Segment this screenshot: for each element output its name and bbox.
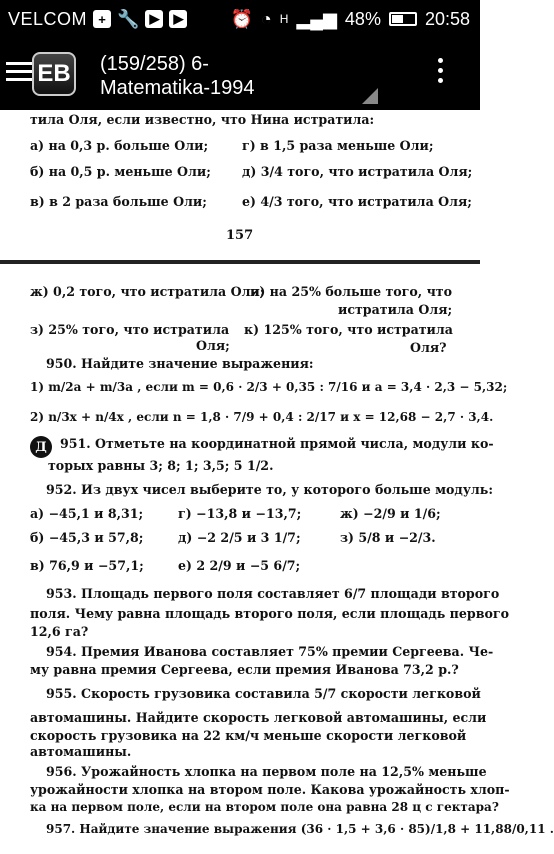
dropdown-corner-icon	[362, 88, 378, 104]
text-line: тила Оля, если известно, что Нина истратила:	[30, 112, 375, 127]
text-line: ка на первом поле, если на втором поле она равна 28 ц с гектара?	[30, 800, 499, 814]
text-line: 953. Площадь первого поля составляет 6/7 площади второго	[46, 586, 500, 601]
text-line: б) −45,3 и 57,8;	[30, 530, 144, 545]
book-page-bottom	[0, 264, 554, 854]
text-line: а) −45,1 и 8,31;	[30, 506, 144, 521]
text-line: 1) m/2a + m/3a , если m = 0,6 · 2/3 + 0,35 : 7/16 и a = 3,4 · 2,3 − 5,32;	[30, 380, 508, 394]
document-title	[100, 52, 400, 100]
app-logo[interactable]: ЕВ	[32, 52, 76, 96]
text-line: б) на 0,5 р. меньше Оли;	[30, 164, 211, 179]
text-line: к) 125% того, что истратила	[244, 322, 453, 337]
text-line: ж) −2/9 и 1/6;	[340, 506, 441, 521]
battery-icon	[389, 12, 417, 26]
text-line: з) 25% того, что истратила	[30, 322, 230, 337]
battery-percent: 48%	[344, 8, 381, 29]
text-line: в) в 2 раза больше Оли;	[30, 194, 207, 209]
text-line: 954. Премия Иванова составляет 75% премии Сергеева. Че-	[46, 644, 494, 659]
status-bar	[0, 0, 480, 38]
text-line: 952. Из двух чисел выберите то, у которого больше модуль:	[46, 482, 493, 497]
clock: 20:58	[424, 8, 470, 29]
text-line: 955. Скорость грузовика составила 5/7 скорости легковой	[46, 686, 481, 701]
title-line-2: Matematika-1994	[100, 77, 255, 99]
text-line: истратила Оля;	[338, 302, 453, 317]
network-type: H	[279, 12, 289, 26]
text-line: скорость грузовика на 22 км/ч меньше скорости легковой	[30, 728, 467, 743]
text-line: д) −2 2/5 и 3 1/7;	[178, 530, 301, 545]
overflow-menu-icon[interactable]	[438, 58, 444, 88]
text-line: урожайности хлопка на втором поле. Какова урожайность хлоп-	[30, 782, 510, 797]
text-line: а) на 0,3 р. больше Оли;	[30, 138, 209, 153]
text-line: е) 2 2/9 и −5 6/7;	[178, 558, 301, 573]
carrier-name: VELCOM	[8, 8, 88, 29]
page-number: 157	[226, 228, 254, 243]
text-line: 956. Урожайность хлопка на первом поле на 12,5% меньше	[46, 764, 487, 779]
wifi-icon: ◔	[260, 8, 272, 29]
wrench-icon: 🔧	[117, 8, 140, 29]
difficulty-badge: Д	[30, 436, 52, 458]
text-line: 951. Отметьте на координатной прямой числа, модули ко-	[60, 436, 494, 451]
text-line: д) 3/4 того, что истратила Оля;	[242, 164, 473, 179]
text-line: ж) 0,2 того, что истратила Оля;	[30, 284, 265, 299]
text-line: з) 5/8 и −2/3.	[340, 530, 436, 545]
text-line: е) 4/3 того, что истратила Оля;	[242, 194, 472, 209]
text-line: в) 76,9 и −57,1;	[30, 558, 144, 573]
text-line: Оля?	[410, 340, 447, 355]
text-line: и) на 25% больше того, что	[250, 284, 452, 299]
play-box-icon: ▶	[169, 10, 187, 28]
play-box-icon: ▶	[145, 10, 163, 28]
signal-icon: ▂▄▆	[296, 8, 337, 29]
menu-icon[interactable]	[6, 62, 32, 86]
alarm-icon: ⏰	[230, 8, 253, 29]
text-line: 12,6 га?	[30, 624, 89, 639]
text-line: 950. Найдите значение выражения:	[46, 356, 314, 371]
text-line: му равна премия Сергеева, если премия Иванова 73,2 р.?	[30, 662, 459, 677]
text-line: торых равны 3; 8; 1; 3,5; 5 1/2.	[48, 458, 274, 473]
text-line: 957. Найдите значение выражения (36 · 1,5 + 3,6 · 85)/1,8 + 11,88/0,11 .	[46, 822, 554, 836]
text-line: автомашины. Найдите скорость легковой автомашины, если	[30, 710, 487, 725]
text-line: г) −13,8 и −13,7;	[178, 506, 302, 521]
text-line: автомашины.	[30, 744, 132, 759]
plus-box-icon: +	[93, 10, 111, 28]
app-bar	[0, 38, 480, 110]
text-line: Оля;	[196, 338, 230, 353]
book-page-top	[0, 110, 480, 260]
text-line: поля. Чему равна площадь второго поля, если площадь первого	[30, 606, 509, 621]
text-line: г) в 1,5 раза меньше Оли;	[242, 138, 434, 153]
text-line: 2) n/3x + n/4x , если n = 1,8 · 7/9 + 0,4 : 2/17 и x = 12,68 − 2,7 · 3,4.	[30, 410, 494, 424]
title-line-1: (159/258) 6-	[100, 53, 209, 75]
